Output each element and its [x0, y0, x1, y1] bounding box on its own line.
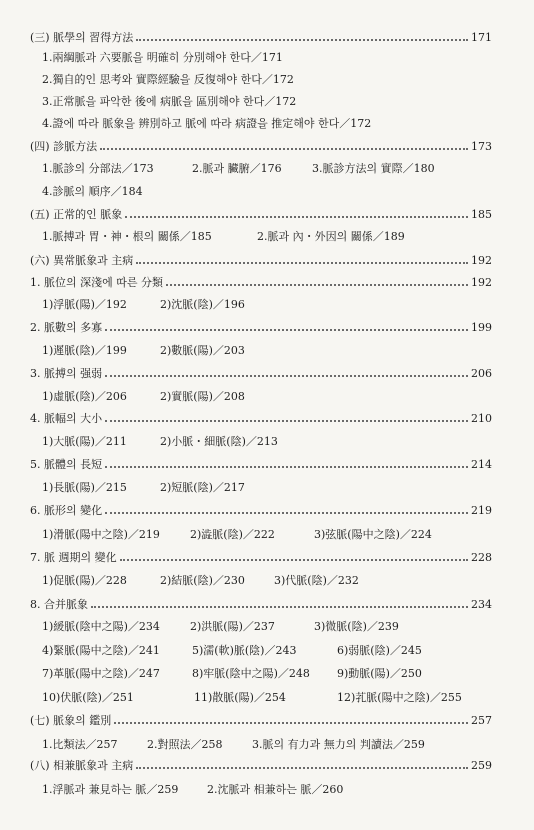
heading-text: 1. 脈位의 深淺에 따른 分類: [30, 276, 163, 289]
toc-entry: 1)長脈(陽)／215: [42, 481, 127, 494]
toc-entry: 1)遲脈(陰)／199: [42, 344, 127, 357]
page-number: 219: [471, 504, 492, 517]
heading-text: (七) 脈象의 鑑別: [30, 714, 112, 727]
page-number: 206: [471, 367, 492, 380]
toc-entry-line: [42, 734, 492, 756]
toc-entry-line: [42, 663, 492, 685]
toc-entry: 1.浮脈과 兼見하는 脈／259: [42, 783, 179, 796]
toc-entry-line: [42, 640, 492, 662]
toc-entry: 12)芤脈(陽中之陰)／255: [337, 691, 462, 704]
heading-text: 8. 合并脈象: [30, 598, 88, 611]
toc-entry: 2.獨自的인 思考와 實際經驗을 反復해야 한다／172: [42, 73, 294, 86]
heading-text: 2. 脈數의 多寡: [30, 321, 103, 334]
toc-entry: 4.證에 따라 脈象을 辨別하고 脈에 따라 病證을 推定해야 한다／172: [42, 117, 372, 130]
toc-entry-line: [42, 69, 492, 91]
dot-leader: [136, 39, 468, 41]
page-number: 173: [471, 140, 492, 153]
toc-entry: 3.正常脈을 파악한 後에 病脈을 區別해야 한다／172: [42, 95, 297, 108]
toc-entry-line: [42, 616, 492, 638]
page-number: 228: [471, 551, 492, 564]
heading-text: 6. 脈形의 變化: [30, 504, 103, 517]
heading-text: 7. 脈 週期의 變化: [30, 551, 117, 564]
page-number: 199: [471, 321, 492, 334]
dot-leader: [105, 329, 468, 331]
toc-entry-line: [42, 386, 492, 408]
toc-entry: 1)滑脈(陽中之陰)／219: [42, 528, 160, 541]
dot-leader: [105, 466, 468, 468]
subsection-heading: [30, 363, 492, 385]
toc-entry: 5)濡(軟)脈(陰)／243: [192, 644, 297, 657]
toc-entry: 4)緊脈(陽中之陰)／241: [42, 644, 160, 657]
toc-entry-line: [42, 294, 492, 316]
toc-entry-line: [42, 524, 492, 546]
subsection-heading: [30, 272, 492, 294]
subsection-heading: [30, 408, 492, 430]
heading-text: (八) 相兼脈象과 主病: [30, 759, 134, 772]
toc-entry-line: [42, 687, 492, 709]
heading-text: (六) 異常脈象과 主病: [30, 254, 134, 267]
dot-leader: [114, 722, 468, 724]
toc-entry: 1.脈診의 分部法／173: [42, 162, 154, 175]
dot-leader: [100, 148, 468, 150]
toc-entry: 1)虛脈(陰)／206: [42, 390, 127, 403]
page-number: 185: [471, 208, 492, 221]
page-number: 214: [471, 458, 492, 471]
toc-entry: 2)沈脈(陰)／196: [160, 298, 245, 311]
subsection-heading: [30, 594, 492, 616]
dot-leader: [136, 767, 468, 769]
toc-entry-line: [42, 181, 492, 203]
subsection-heading: [30, 454, 492, 476]
toc-entry: 1.脈搏과 胃・神・根의 關係／185: [42, 230, 212, 243]
page-number: 192: [471, 254, 492, 267]
toc-entry: 2.脈과 內・外因의 關係／189: [257, 230, 405, 243]
toc-entry-line: [42, 779, 492, 801]
heading-text: 3. 脈搏의 强弱: [30, 367, 103, 380]
toc-entry: 9)動脈(陽)／250: [337, 667, 422, 680]
dot-leader: [166, 284, 468, 286]
toc-entry-line: [42, 47, 492, 69]
page-number: 171: [471, 31, 492, 44]
dot-leader: [125, 216, 468, 218]
dot-leader: [105, 375, 468, 377]
dot-leader: [105, 420, 468, 422]
subsection-heading: [30, 317, 492, 339]
toc-entry: 3)微脈(陰)／239: [314, 620, 399, 633]
toc-entry: 3)代脈(陰)／232: [274, 574, 359, 587]
toc-entry: 3)弦脈(陽中之陰)／224: [314, 528, 432, 541]
toc-entry: 2.對照法／258: [147, 738, 223, 751]
toc-entry: 1)促脈(陽)／228: [42, 574, 127, 587]
toc-entry: 1)浮脈(陽)／192: [42, 298, 127, 311]
page-number: 210: [471, 412, 492, 425]
toc-entry-line: [42, 91, 492, 113]
toc-entry-line: [42, 570, 492, 592]
heading-text: (五) 正常的인 脈象: [30, 208, 123, 221]
section-heading: [30, 710, 492, 732]
page-number: 259: [471, 759, 492, 772]
toc-entry: 2.沈脈과 相兼하는 脈／260: [207, 783, 344, 796]
toc-entry-line: [42, 226, 492, 248]
section-heading: [30, 136, 492, 158]
toc-entry: 1.比類法／257: [42, 738, 118, 751]
toc-entry: 2)小脈・細脈(陰)／213: [160, 435, 278, 448]
toc-entry: 10)伏脈(陰)／251: [42, 691, 134, 704]
dot-leader: [120, 559, 468, 561]
section-heading: [30, 250, 492, 272]
heading-text: (四) 診脈方法: [30, 140, 98, 153]
toc-entry: 1.兩綱脈과 六要脈을 明確히 分別해야 한다／171: [42, 51, 283, 64]
heading-text: 4. 脈幅의 大小: [30, 412, 103, 425]
dot-leader: [105, 512, 468, 514]
section-heading: [30, 755, 492, 777]
toc-entry-line: [42, 113, 492, 135]
toc-entry: 2)實脈(陽)／208: [160, 390, 245, 403]
toc-entry: 1)大脈(陽)／211: [42, 435, 127, 448]
toc-entry: 2)數脈(陽)／203: [160, 344, 245, 357]
dot-leader: [136, 262, 468, 264]
page-number: 257: [471, 714, 492, 727]
toc-entry: 8)牢脈(陰中之陽)／248: [192, 667, 310, 680]
toc-entry: 3.脈診方法의 實際／180: [312, 162, 435, 175]
page-number: 192: [471, 276, 492, 289]
toc-entry-line: [42, 431, 492, 453]
heading-text: (三) 脈學의 習得方法: [30, 31, 134, 44]
toc-entry-line: [42, 477, 492, 499]
toc-entry: 2)結脈(陰)／230: [160, 574, 245, 587]
toc-entry: 3.脈의 有力과 無力의 判讀法／259: [252, 738, 425, 751]
heading-text: 5. 脈體의 長短: [30, 458, 103, 471]
toc-entry-line: [42, 158, 492, 180]
toc-entry: 11)散脈(陽)／254: [194, 691, 286, 704]
dot-leader: [91, 606, 468, 608]
subsection-heading: [30, 500, 492, 522]
toc-entry: 4.診脈의 順序／184: [42, 185, 143, 198]
toc-entry: 2)洪脈(陽)／237: [190, 620, 275, 633]
toc-entry-line: [42, 340, 492, 362]
toc-entry: 7)革脈(陽中之陰)／247: [42, 667, 160, 680]
toc-entry: 2)澁脈(陰)／222: [190, 528, 275, 541]
section-heading: [30, 27, 492, 49]
subsection-heading: [30, 547, 492, 569]
page-number: 234: [471, 598, 492, 611]
toc-entry: 2.脈과 臟腑／176: [192, 162, 282, 175]
section-heading: [30, 204, 492, 226]
toc-entry: 1)緩脈(陰中之陽)／234: [42, 620, 160, 633]
toc-entry: 6)弱脈(陰)／245: [337, 644, 422, 657]
toc-entry: 2)短脈(陰)／217: [160, 481, 245, 494]
